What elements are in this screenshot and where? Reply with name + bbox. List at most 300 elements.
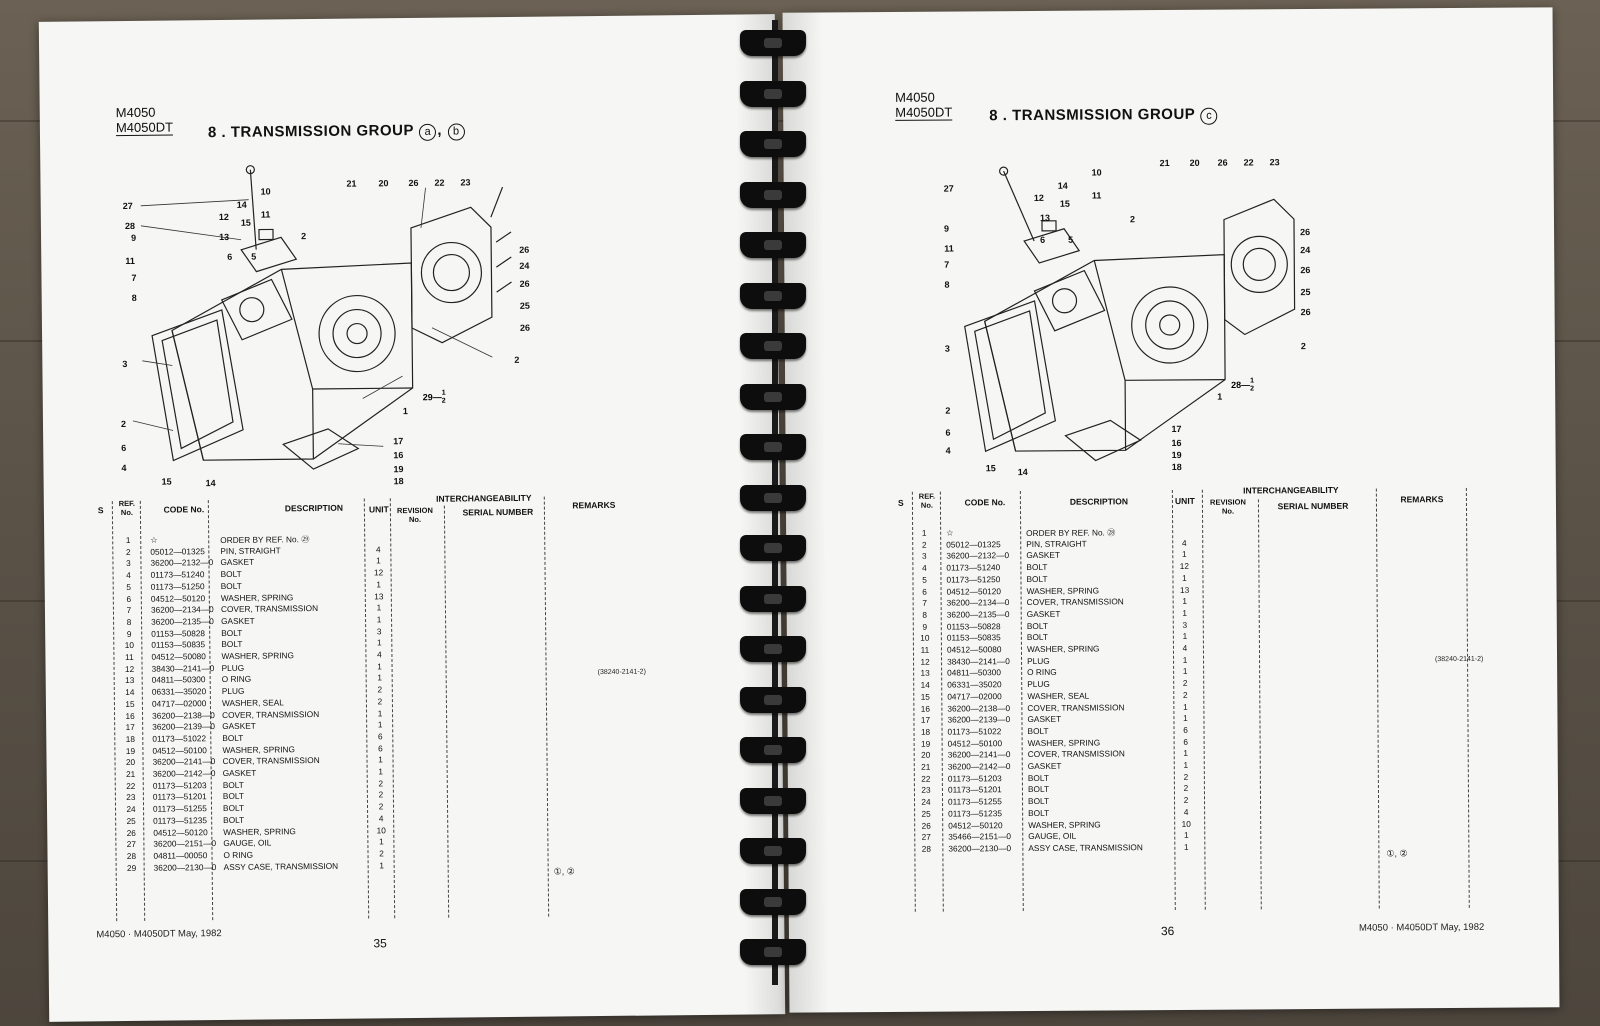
page-footer: M4050 · M4050DT May, 1982 (96, 928, 222, 941)
description-cell: BOLT (1026, 573, 1048, 584)
svg-text:17: 17 (393, 436, 404, 447)
code-cell: 04512—50120 (153, 826, 208, 838)
svg-text:19: 19 (393, 464, 404, 475)
svg-text:9: 9 (130, 232, 137, 243)
svg-text:6: 6 (945, 427, 951, 438)
ref-cell: 27 (921, 831, 931, 842)
code-cell: 36200—2130—0 (948, 843, 1012, 854)
binding-ring (740, 939, 806, 965)
ref-cell: 24 (921, 796, 931, 807)
code-cell: 01173—51022 (947, 726, 1002, 737)
description-cell: BOLT (220, 568, 242, 580)
parts-table (114, 530, 578, 885)
title-text: 8 . TRANSMISSION GROUP (207, 121, 414, 142)
description-cell: GASKET (222, 720, 256, 732)
ref-cell: 29 (126, 862, 137, 873)
ref-cell: 11 (920, 644, 930, 655)
code-cell: 06331—35020 (151, 686, 207, 697)
ref-cell: 16 (125, 710, 135, 721)
binding-ring (740, 333, 806, 359)
header-description: DESCRIPTION (1069, 496, 1129, 507)
svg-text:26: 26 (1300, 265, 1311, 276)
description-cell: GASKET (1027, 713, 1062, 725)
code-cell: 04811—50300 (151, 674, 206, 686)
ref-cell: 26 (126, 827, 136, 838)
unit-cell: 1 (1182, 596, 1187, 607)
ref-cell: 1 (921, 527, 927, 538)
svg-text:27: 27 (122, 200, 133, 212)
ref-cell: 14 (920, 679, 930, 690)
header-description: DESCRIPTION (284, 502, 343, 514)
svg-text:8: 8 (944, 279, 950, 290)
code-cell: 06331—35020 (947, 679, 1002, 690)
unit-cell: 1 (376, 555, 381, 566)
ref-cell: 8 (126, 616, 132, 627)
binding-ring (740, 535, 806, 561)
unit-cell: 1 (379, 836, 384, 847)
code-cell: 36200—2151—0 (153, 838, 217, 849)
svg-text:19: 19 (1171, 449, 1182, 460)
code-cell: 01153—50828 (946, 620, 1001, 632)
unit-cell: 2 (1182, 689, 1188, 700)
unit-cell: 1 (1184, 841, 1189, 852)
description-cell: PLUG (1027, 655, 1050, 666)
code-cell: 01173—51255 (152, 803, 207, 814)
description-cell: GASKET (221, 615, 255, 626)
callout-28: 28—1 2 (1231, 377, 1255, 393)
description-cell: BOLT (222, 802, 245, 814)
ref-cell: 1 (125, 534, 131, 545)
svg-text:12: 12 (218, 211, 229, 223)
ref-cell: 3 (126, 558, 131, 569)
parts-table (914, 525, 1376, 868)
unit-cell: 1 (379, 859, 384, 870)
svg-text:15: 15 (240, 217, 251, 228)
ref-cell: 16 (920, 703, 931, 714)
svg-text:6: 6 (121, 442, 127, 454)
code-cell: 36200—2142—0 (152, 768, 216, 779)
binding-ring (740, 384, 806, 410)
unit-cell: 1 (376, 637, 382, 648)
svg-text:4: 4 (945, 445, 951, 456)
code-cell: 04717—02000 (947, 690, 1002, 702)
description-cell: COVER, TRANSMISSION (220, 603, 319, 615)
svg-text:23: 23 (1269, 157, 1280, 168)
ref-cell: 9 (126, 628, 132, 639)
svg-text:18: 18 (393, 476, 404, 487)
header-unit: UNIT (1174, 495, 1195, 506)
ref-cell: 2 (921, 539, 927, 550)
description-cell: BOLT (1027, 795, 1050, 807)
svg-text:22: 22 (1243, 157, 1254, 168)
description-cell: COVER, TRANSMISSION (222, 755, 320, 767)
svg-text:4: 4 (121, 462, 127, 474)
ref-cell: 15 (125, 698, 135, 709)
remark-ref-28: ①, ② (1386, 848, 1408, 859)
exploded-diagram (943, 149, 1325, 482)
description-cell: WASHER, SEAL (1027, 690, 1090, 701)
description-cell: O RING (221, 674, 252, 685)
header-revision: REVISION No. (1209, 497, 1246, 516)
unit-cell: 12 (373, 567, 384, 578)
svg-text:1: 1 (1217, 391, 1223, 402)
unit-cell: 1 (377, 672, 383, 683)
unit-cell: 1 (377, 719, 383, 730)
header-s: S (897, 497, 904, 508)
ref-cell: 25 (921, 808, 931, 819)
unit-cell: 13 (1179, 584, 1190, 595)
unit-cell: 10 (1181, 818, 1191, 829)
title-mark-c: c (1201, 108, 1218, 125)
callout-29-frac-bottom: 2 (441, 397, 446, 405)
svg-text:14: 14 (1057, 180, 1068, 191)
description-cell: O RING (1027, 667, 1057, 678)
title-mark-a: a (419, 124, 436, 141)
code-cell: 36200—2139—0 (152, 721, 215, 732)
unit-cell: 1 (378, 766, 384, 777)
svg-text:17: 17 (1171, 423, 1182, 434)
ref-cell: 22 (126, 780, 136, 791)
code-cell: 01173—51203 (947, 772, 1002, 784)
ref-cell: 19 (125, 745, 136, 756)
code-cell: 36200—2135—0 (151, 615, 214, 627)
ref-cell: 20 (125, 757, 136, 768)
unit-cell: 13 (374, 590, 384, 601)
svg-text:5: 5 (1068, 234, 1074, 245)
description-cell: WASHER, SPRING (220, 591, 294, 603)
svg-text:5: 5 (251, 251, 257, 262)
header-serial: SERIAL NUMBER (462, 506, 534, 518)
unit-cell: 2 (378, 801, 384, 812)
unit-cell: 6 (378, 742, 383, 753)
description-cell: BOLT (1027, 784, 1050, 795)
ref-cell: 22 (921, 773, 931, 784)
description-cell: WASHER, SPRING (1026, 643, 1100, 655)
ref-cell: 11 (125, 651, 134, 663)
svg-text:26: 26 (408, 177, 419, 189)
code-cell: 04811—00050 (153, 850, 208, 861)
header-unit: UNIT (368, 504, 389, 515)
binding-ring (740, 737, 806, 763)
ref-cell: 12 (920, 656, 930, 667)
description-cell: PIN, STRAIGHT (220, 545, 281, 556)
svg-text:15: 15 (1059, 198, 1070, 209)
svg-text:2: 2 (300, 231, 307, 242)
unit-cell: 1 (1182, 607, 1188, 618)
code-cell: 38430—2141—0 (151, 662, 215, 674)
svg-text:26: 26 (519, 244, 530, 255)
svg-text:9: 9 (943, 223, 950, 234)
code-cell: 36200—2141—0 (152, 756, 216, 768)
code-cell: 01173—51203 (152, 779, 207, 791)
code-cell: 36200—2134—0 (150, 604, 214, 615)
description-cell: GASKET (220, 557, 255, 568)
code-cell: 36200—2135—0 (946, 609, 1010, 620)
code-cell: 36200—2138—0 (947, 702, 1011, 714)
code-cell: 36200—2139—0 (947, 714, 1011, 725)
page-title: 8 . TRANSMISSION GROUP a , b (208, 121, 466, 143)
unit-cell: 3 (376, 625, 382, 636)
unit-cell: 1 (1183, 830, 1189, 841)
unit-cell: 6 (377, 731, 383, 742)
unit-cell: 4 (1181, 537, 1187, 548)
ref-cell: 12 (124, 663, 135, 674)
title-mark-b: b (448, 123, 465, 140)
svg-text:7: 7 (944, 259, 950, 270)
table-divider (1376, 489, 1380, 909)
description-cell: WASHER, SPRING (222, 743, 295, 755)
ref-cell: 19 (920, 738, 931, 749)
unit-cell: 2 (1182, 677, 1188, 689)
description-cell: BOLT (1026, 561, 1048, 573)
right-page (783, 7, 1560, 1012)
ref-cell: 27 (126, 839, 137, 850)
svg-text:26: 26 (519, 322, 531, 333)
description-cell: BOLT (1027, 725, 1049, 736)
unit-cell: 1 (1182, 654, 1188, 665)
description-cell: ASSY CASE, TRANSMISSION (223, 860, 339, 872)
unit-cell: 2 (1183, 794, 1189, 806)
binding-ring (740, 283, 806, 309)
header-s: S (97, 505, 104, 516)
ref-cell: 23 (126, 792, 136, 803)
unit-cell: 1 (378, 754, 383, 765)
svg-text:21: 21 (346, 178, 357, 189)
code-cell: 04512—50100 (152, 744, 207, 756)
svg-text:26: 26 (1300, 227, 1311, 238)
svg-text:13: 13 (1039, 212, 1051, 223)
header-remarks: REMARKS (572, 499, 616, 511)
unit-cell: 2 (377, 684, 383, 695)
unit-cell: 10 (376, 824, 386, 835)
svg-text:11: 11 (1091, 190, 1102, 201)
description-cell: COVER, TRANSMISSION (221, 708, 320, 720)
code-cell: 01173—51240 (150, 569, 205, 580)
code-cell: 01173—51022 (152, 733, 207, 744)
spiral-binding (740, 30, 810, 990)
code-cell: 04811—50300 (947, 667, 1001, 678)
code-cell: 01173—51201 (152, 791, 207, 803)
ref-cell: 20 (921, 749, 931, 761)
header-interchangeability: INTERCHANGEABILITY (1243, 484, 1339, 496)
page-footer: M4050 · M4050DT May, 1982 (1358, 921, 1485, 934)
header-interchangeability: INTERCHANGEABILITY (436, 492, 532, 504)
remark-ref-12: (38240-2141-2) (597, 668, 646, 677)
unit-cell: 4 (378, 813, 384, 824)
description-cell: BOLT (222, 779, 244, 790)
ref-cell: 15 (920, 691, 930, 702)
svg-text:8: 8 (131, 292, 137, 303)
ref-cell: 26 (921, 820, 931, 831)
svg-text:3: 3 (944, 343, 950, 354)
binding-ring (740, 30, 806, 56)
ref-cell: 21 (125, 768, 136, 780)
description-cell: BOLT (222, 791, 245, 802)
svg-text:24: 24 (1300, 245, 1311, 256)
code-cell: 36200—2134—0 (946, 597, 1010, 608)
code-cell: 01153—50835 (946, 632, 1001, 643)
binding-ring (740, 586, 806, 612)
svg-text:10: 10 (1091, 167, 1102, 178)
ref-cell: 17 (125, 722, 135, 733)
unit-cell: 4 (1182, 642, 1188, 653)
code-cell: 01153—50828 (151, 627, 206, 639)
svg-text:12: 12 (1033, 192, 1044, 203)
description-cell: WASHER, SPRING (1026, 585, 1100, 596)
svg-text:27: 27 (943, 183, 954, 194)
ref-cell: 2 (125, 546, 131, 557)
binding-ring (740, 636, 806, 662)
callout-29-frac-top: 1 (441, 389, 446, 397)
ref-cell: 28 (921, 843, 932, 854)
code-cell: 01173—51235 (153, 814, 208, 826)
description-cell: WASHER, SPRING (221, 650, 295, 662)
code-cell: 01173—51250 (946, 573, 1001, 585)
description-cell: PLUG (221, 685, 245, 697)
header-remarks: REMARKS (1400, 494, 1444, 505)
unit-cell: 6 (1183, 736, 1188, 747)
svg-text:2: 2 (1129, 214, 1136, 225)
unit-cell: 1 (376, 602, 382, 613)
title-text: 8 . TRANSMISSION GROUP (989, 105, 1196, 125)
description-cell: WASHER, SEAL (221, 697, 284, 708)
ref-cell: 25 (126, 815, 136, 826)
table-divider (1466, 488, 1470, 908)
binding-ring (740, 232, 806, 258)
code-cell: 04717—02000 (151, 697, 207, 709)
svg-text:26: 26 (1217, 157, 1228, 168)
description-cell: BOLT (221, 627, 243, 638)
svg-text:2: 2 (514, 354, 520, 365)
code-cell: 36200—2138—0 (151, 709, 215, 721)
binding-ring (740, 889, 806, 915)
ref-cell: 6 (126, 593, 132, 604)
code-cell: 36200—2132—0 (946, 550, 1010, 561)
description-cell: GASKET (1027, 760, 1062, 772)
svg-text:28: 28 (124, 220, 135, 231)
callout-28-num: 28 (1231, 379, 1242, 390)
description-cell: WASHER, SPRING (1028, 818, 1101, 830)
svg-text:26: 26 (519, 278, 530, 289)
svg-text:14: 14 (205, 478, 216, 489)
svg-text:11: 11 (944, 243, 954, 254)
svg-text:3: 3 (122, 358, 128, 370)
svg-text:20: 20 (378, 178, 389, 189)
svg-text:25: 25 (519, 300, 530, 311)
svg-text:20: 20 (1189, 157, 1200, 168)
description-cell: COVER, TRANSMISSION (1027, 748, 1125, 760)
unit-cell: 2 (378, 789, 384, 800)
code-cell: ☆ (150, 534, 158, 545)
description-cell: O RING (223, 849, 254, 860)
unit-cell: 2 (1183, 771, 1189, 782)
unit-cell: 1 (1182, 572, 1187, 583)
unit-cell: 4 (1183, 806, 1189, 817)
binding-ring (740, 434, 806, 460)
binding-ring (740, 838, 806, 864)
code-cell: 01173—51235 (948, 807, 1002, 819)
svg-text:16: 16 (1171, 437, 1182, 448)
svg-text:11: 11 (260, 209, 271, 220)
description-cell: BOLT (220, 580, 242, 591)
unit-cell: 1 (1182, 631, 1188, 642)
ref-cell: 7 (126, 605, 132, 616)
binding-ring (740, 182, 806, 208)
svg-text:15: 15 (985, 463, 996, 474)
code-cell: 01173—51240 (946, 562, 1001, 573)
unit-cell: 2 (1183, 783, 1189, 794)
binding-ring (740, 687, 806, 713)
code-cell: 04512—50120 (948, 819, 1003, 831)
ref-cell: 21 (921, 761, 931, 772)
description-cell: GAUGE, OIL (1028, 830, 1077, 842)
model-line-1: M4050 (115, 104, 156, 121)
description-cell: BOLT (1026, 632, 1048, 643)
svg-text:21: 21 (1159, 158, 1170, 169)
description-cell: WASHER, SPRING (1027, 737, 1101, 748)
ref-cell: 6 (922, 586, 927, 597)
svg-text:15: 15 (161, 476, 172, 487)
unit-cell: 2 (379, 848, 384, 859)
callout-28-frac-top: 1 (1250, 377, 1255, 385)
unit-cell: 3 (1182, 619, 1188, 630)
svg-text:18: 18 (1171, 461, 1182, 472)
svg-text:23: 23 (460, 177, 471, 188)
description-cell: GASKET (222, 767, 257, 778)
page-number: 35 (373, 936, 387, 951)
description-cell: PLUG (1027, 678, 1050, 690)
code-cell: 36200—2141—0 (947, 749, 1011, 760)
code-cell: 36200—2132—0 (150, 557, 214, 569)
remark-ref-12: (38240-2141-2) (1435, 655, 1484, 664)
svg-text:24: 24 (519, 260, 530, 271)
code-cell: 04512—50100 (947, 737, 1003, 749)
ref-cell: 14 (125, 687, 135, 698)
ref-cell: 8 (922, 609, 928, 620)
model-line-2: M4050DT (895, 104, 953, 120)
callout-28-frac-bottom: 2 (1250, 385, 1255, 393)
model-line-2: M4050DT (115, 119, 174, 136)
remark-ref-29: ①, ② (553, 866, 575, 877)
description-cell: GAUGE, OIL (223, 837, 272, 849)
table-row (916, 840, 1376, 855)
unit-cell: 1 (1183, 713, 1188, 724)
ref-cell: 18 (125, 733, 135, 744)
svg-text:7: 7 (131, 272, 137, 283)
description-cell: ORDER BY REF. No. ㉘ (1026, 527, 1116, 539)
ref-cell: 4 (126, 570, 131, 581)
model-label (116, 104, 173, 136)
unit-cell: 4 (375, 544, 381, 555)
ref-cell: 18 (920, 726, 931, 737)
unit-cell: 2 (378, 778, 384, 789)
code-cell: 01173—51255 (947, 796, 1002, 807)
unit-cell: 1 (1183, 759, 1189, 770)
callout-29: 29—1 2 (422, 389, 446, 405)
page-title (989, 106, 1219, 127)
binding-ring (740, 131, 806, 157)
description-cell: GASKET (1026, 550, 1061, 561)
binding-ring (740, 81, 806, 107)
model-line-1: M4050 (895, 89, 935, 105)
binding-ring (740, 485, 806, 511)
description-cell: ASSY CASE, TRANSMISSION (1028, 842, 1143, 853)
description-cell: COVER, TRANSMISSION (1026, 596, 1124, 608)
svg-text:26: 26 (1300, 307, 1311, 318)
ref-cell: 10 (124, 640, 134, 651)
code-cell: 36200—2130—0 (153, 861, 217, 873)
code-cell: 35466—2151—0 (948, 831, 1012, 842)
